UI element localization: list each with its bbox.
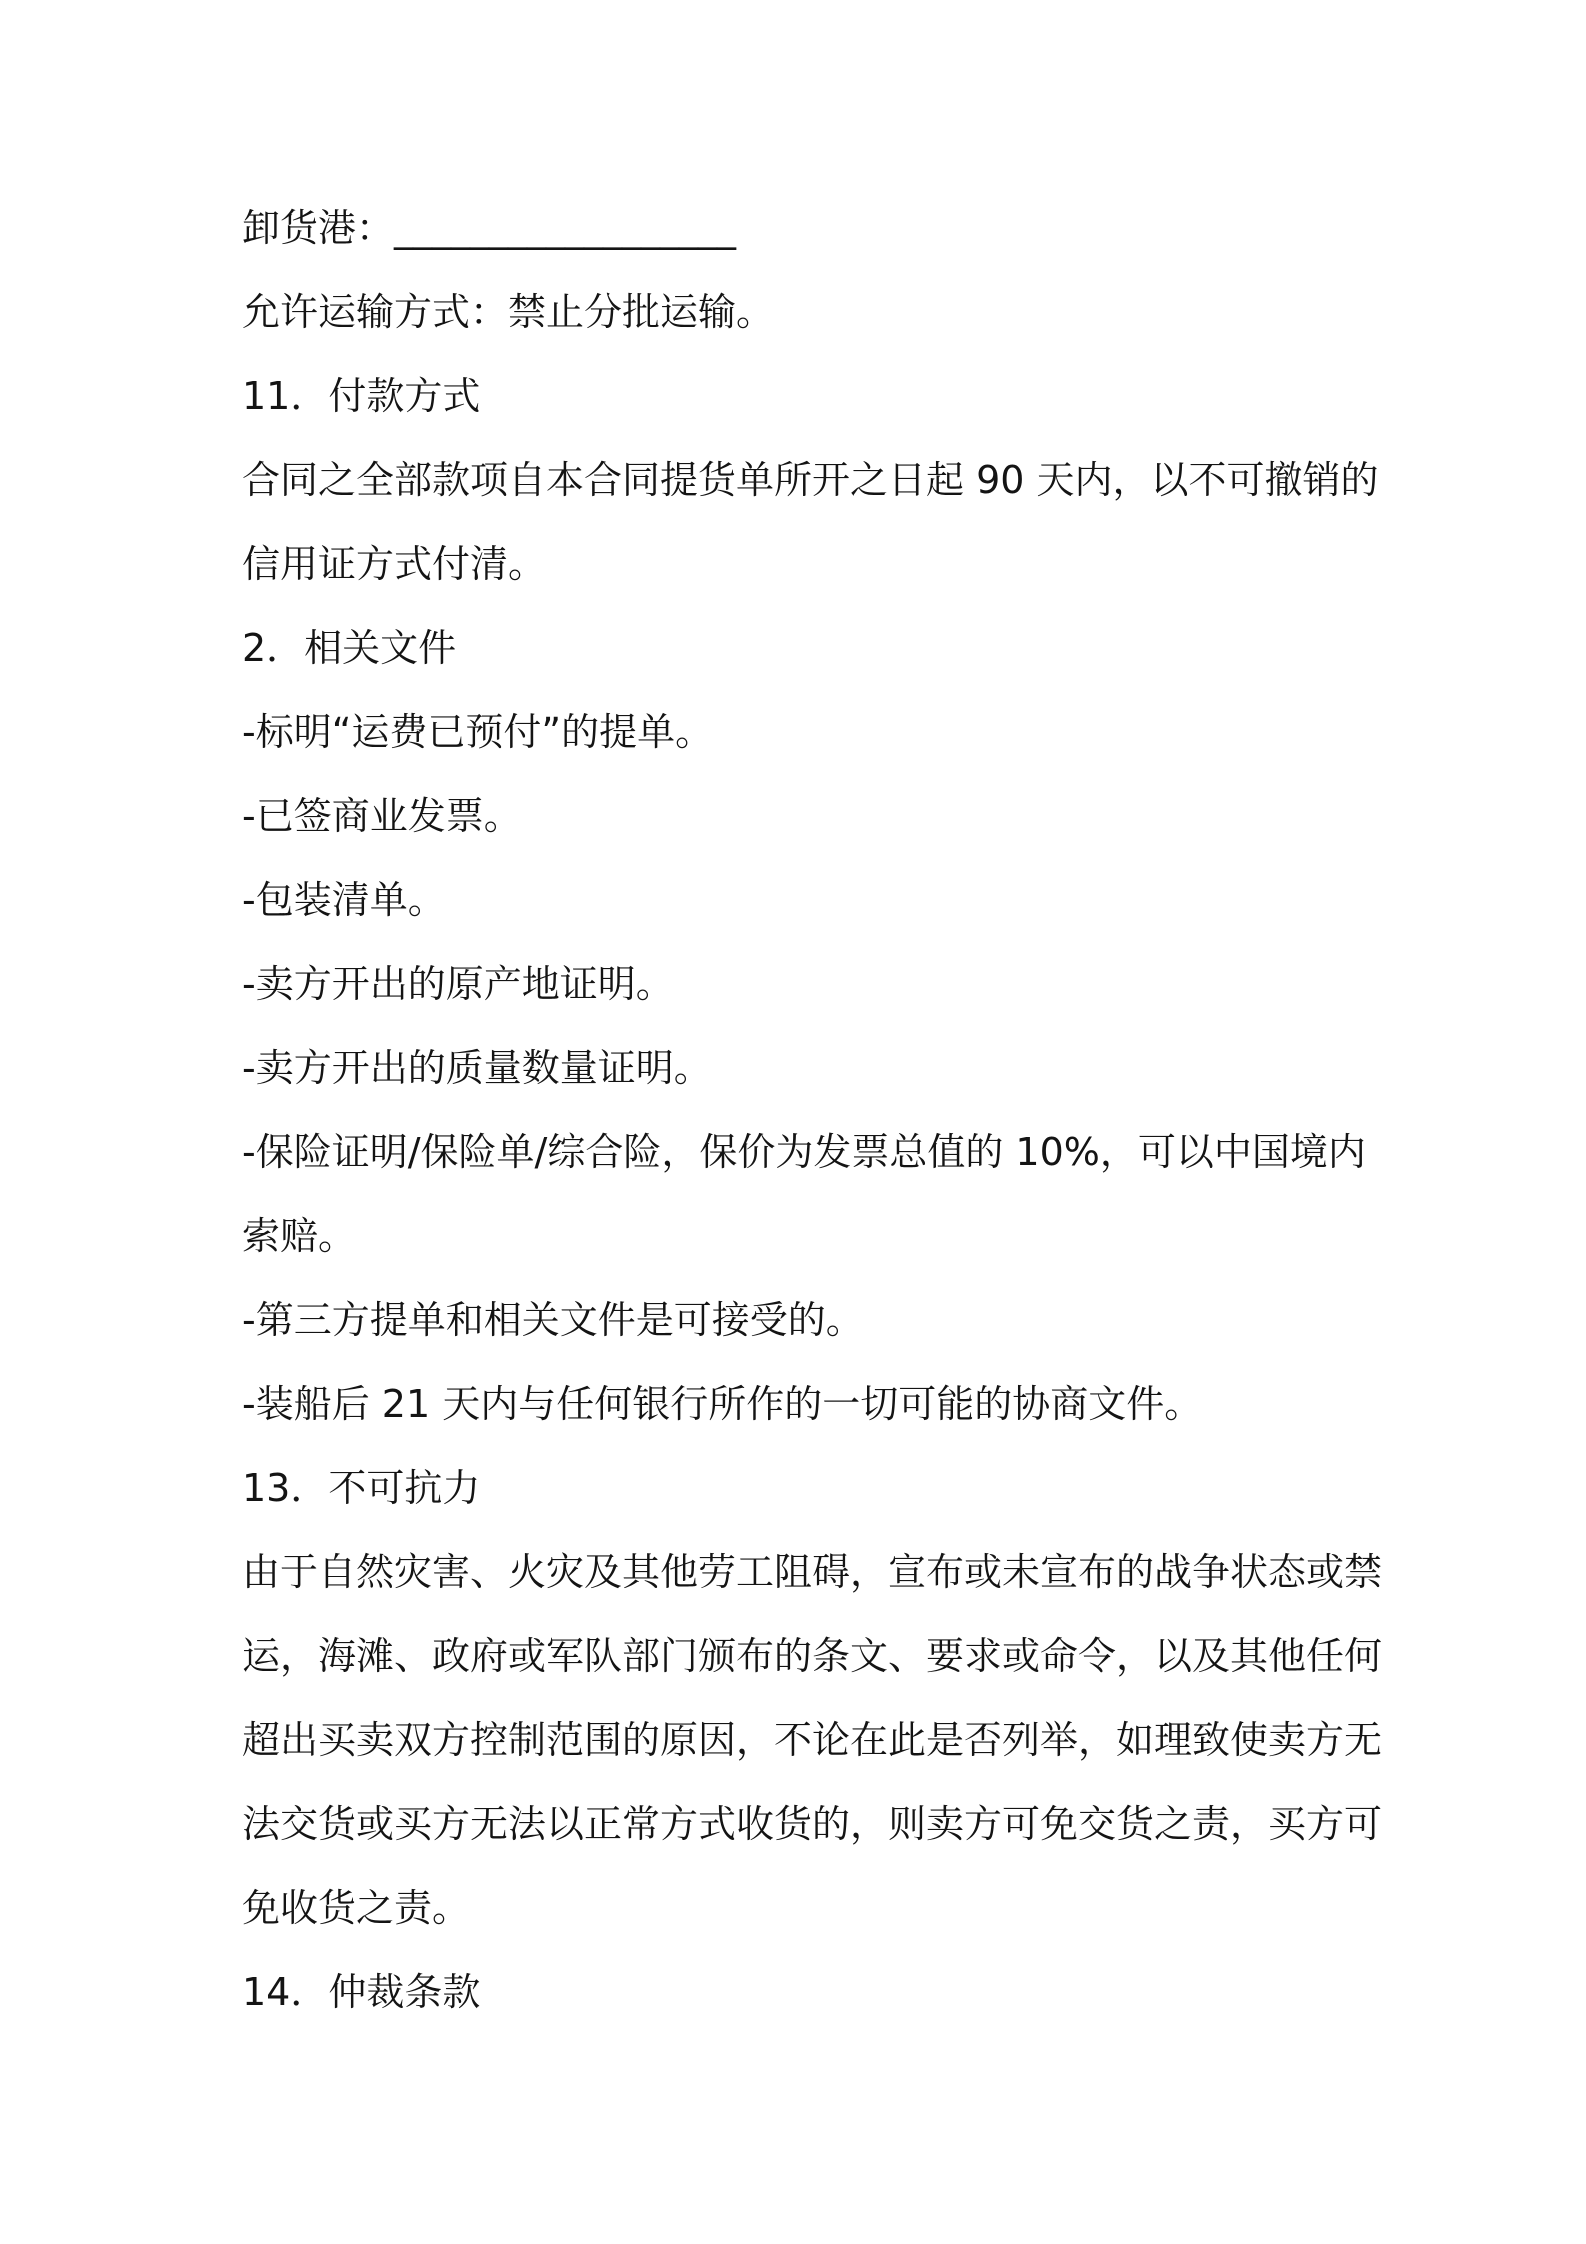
document-item-quality-certificate: -卖方开出的质量数量证明。	[242, 1046, 712, 1090]
document-item-invoice: -已签商业发票。	[242, 794, 522, 838]
payment-terms-line-1: 合同之全部款项自本合同提货单所开之日起 90 天内，以不可撤销的	[242, 458, 1379, 502]
document-item-packing-list: -包装清单。	[242, 878, 446, 922]
force-majeure-line-3: 超出买卖双方控制范围的原因，不论在此是否列举，如理致使卖方无	[242, 1718, 1383, 1762]
section-13-heading: 13．不可抗力	[242, 1466, 481, 1510]
force-majeure-line-2: 运，海滩、政府或军队部门颁布的条文、要求或命令，以及其他任何	[242, 1634, 1383, 1678]
document-item-third-party: -第三方提单和相关文件是可接受的。	[242, 1298, 864, 1342]
document-item-insurance-line-1: -保险证明/保险单/综合险，保价为发票总值的 10%，可以中国境内	[242, 1130, 1366, 1174]
section-11-heading: 11．付款方式	[242, 374, 481, 418]
document-item-bill-of-lading: -标明“运费已预付”的提单。	[242, 710, 714, 754]
discharge-port-line: 卸货港：__________________	[242, 206, 737, 250]
force-majeure-line-1: 由于自然灾害、火灾及其他劳工阻碍，宣布或未宣布的战争状态或禁	[242, 1550, 1383, 1594]
document-item-certificate-origin: -卖方开出的原产地证明。	[242, 962, 674, 1006]
section-2-heading: 2．相关文件	[242, 626, 457, 670]
payment-terms-line-2: 信用证方式付清。	[242, 542, 547, 586]
document-item-insurance-line-2: 索赔。	[242, 1214, 357, 1258]
section-14-heading: 14．仲裁条款	[242, 1970, 481, 2014]
shipment-method-line: 允许运输方式：禁止分批运输。	[242, 290, 775, 334]
force-majeure-line-5: 免收货之责。	[242, 1886, 471, 1930]
force-majeure-line-4: 法交货或买方无法以正常方式收货的，则卖方可免交货之责，买方可	[242, 1802, 1383, 1846]
document-item-negotiation: -装船后 21 天内与任何银行所作的一切可能的协商文件。	[242, 1382, 1203, 1426]
